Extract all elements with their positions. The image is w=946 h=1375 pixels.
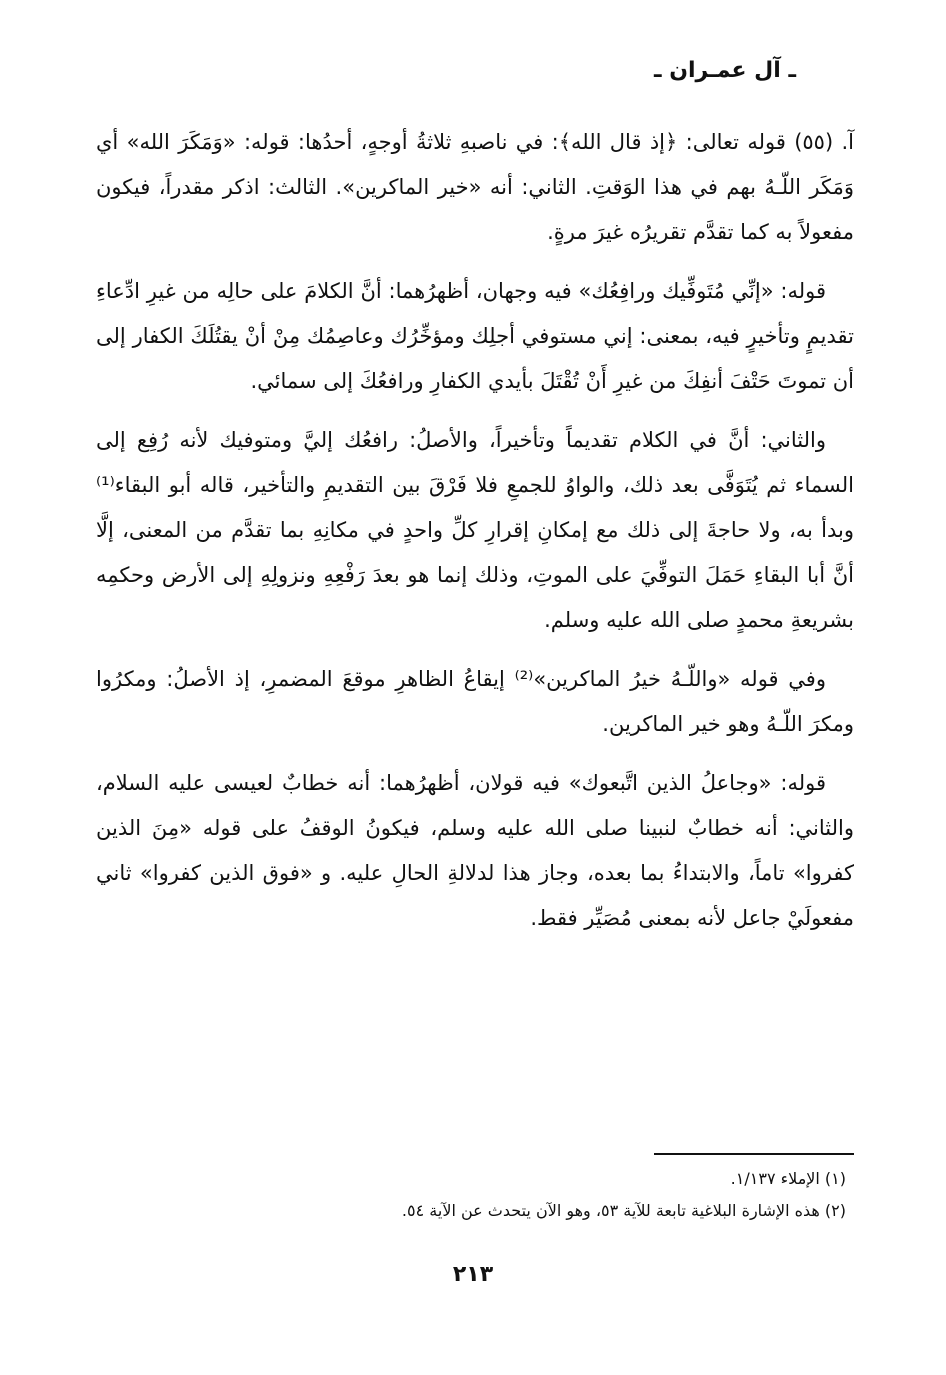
footnotes: [146, 1163, 846, 1227]
paragraph-second-opinion: والثاني: أنَّ في الكلام تقديماً وتأخيراً، والأصلُ: رافعُك إليَّ ومتوفيك لأنه رُفِع إلى السماء ثم يُتَوَفَّى بعد ذلك، والواوُ للجمعِ فلا فَرْقَ بين التقديمِ والتأخير، قاله أبو البقاء⁽¹⁾ وبدأ به، ولا حاجةَ إلى ذلك مع إمكانِ إقرارِ كلِّ واحدٍ في مكانِهِ بما تقدَّم من المعنى، إلَّا أنَّ أبا البقاءِ حَمَلَ التوفِّيَ على الموتِ، وذلك إنما هو بعدَ رَفْعِهِ ونزولِهِ إلى الأرض وحكمِه بشريعةِ محمدٍ صلى الله عليه وسلم.: [96, 428, 854, 632]
paragraph-verse-55: آ. (٥٥) قوله تعالى: ﴿إذ قال الله﴾: في ناصبهِ ثلاثةُ أوجهٍ، أحدُها: قوله: «وَمَكَرَ الله» أي وَمَكَر اللّـهُ بهم في هذا الوَقتِ. الثاني: أنه «خير الماكرين». الثالث: اذكر مقدراً، فيكون مفعولاً به كما تقدَّم تقريرُه غيرَ مرةٍ.: [96, 130, 854, 244]
paragraph-mutawaffika: قوله: «إنِّي مُتَوفِّيك ورافِعُك» فيه وجهان، أظهرُهما: أنَّ الكلامَ على حالِه من غيرِ ادِّعاءِ تقديمٍ وتأخيرٍ فيه، بمعنى: إني مستوفي أجلِك ومؤخِّرُك وعاصِمُك مِنْ أنْ يقتُلَكَ الكفار إلى أن تموتَ حَتْفَ أنفِكَ من غيرِ أَنْ تُقْتَلَ بأيدي الكفارِ ورافعُكَ إلى سمائي.: [96, 279, 854, 393]
running-header: ـ آل عمـران ـ: [654, 58, 796, 83]
paragraph-jaailu: قوله: «وجاعلُ الذين اتَّبعوك» فيه قولان، أظهرُهما: أنه خطابٌ لعيسى عليه السلام، والثاني: أنه خطابٌ لنبينا صلى الله عليه وسلم، فيكونُ الوقفُ على قوله «مِنَ الذين كفروا» تاماً، والابتداءُ بما بعده، وجاز هذا لدلالةِ الحالِ عليه. و «فوق الذين كفروا» ثاني مفعولَيْ جاعل لأنه بمعنى مُصَيِّر فقط.: [96, 771, 854, 930]
body-text: [96, 120, 854, 955]
page-number: ٢١٣: [452, 1262, 494, 1287]
footnote-divider: [654, 1153, 854, 1155]
footnote-2: (٢) هذه الإشارة البلاغية تابعة للآية ٥٣، وهو الآن يتحدث عن الآية ٥٤.: [401, 1201, 846, 1220]
paragraph-khayr-al-makirin: وفي قوله «واللّـهُ خيرُ الماكرين»⁽²⁾ إيقاعُ الظاهرِ موقعَ المضمرِ، إذ الأصلُ: ومكرُوا ومكرَ اللّـهُ وهو خير الماكرين.: [96, 667, 854, 736]
footnote-1: (١) الإملاء ١/١٣٧.: [730, 1169, 846, 1188]
